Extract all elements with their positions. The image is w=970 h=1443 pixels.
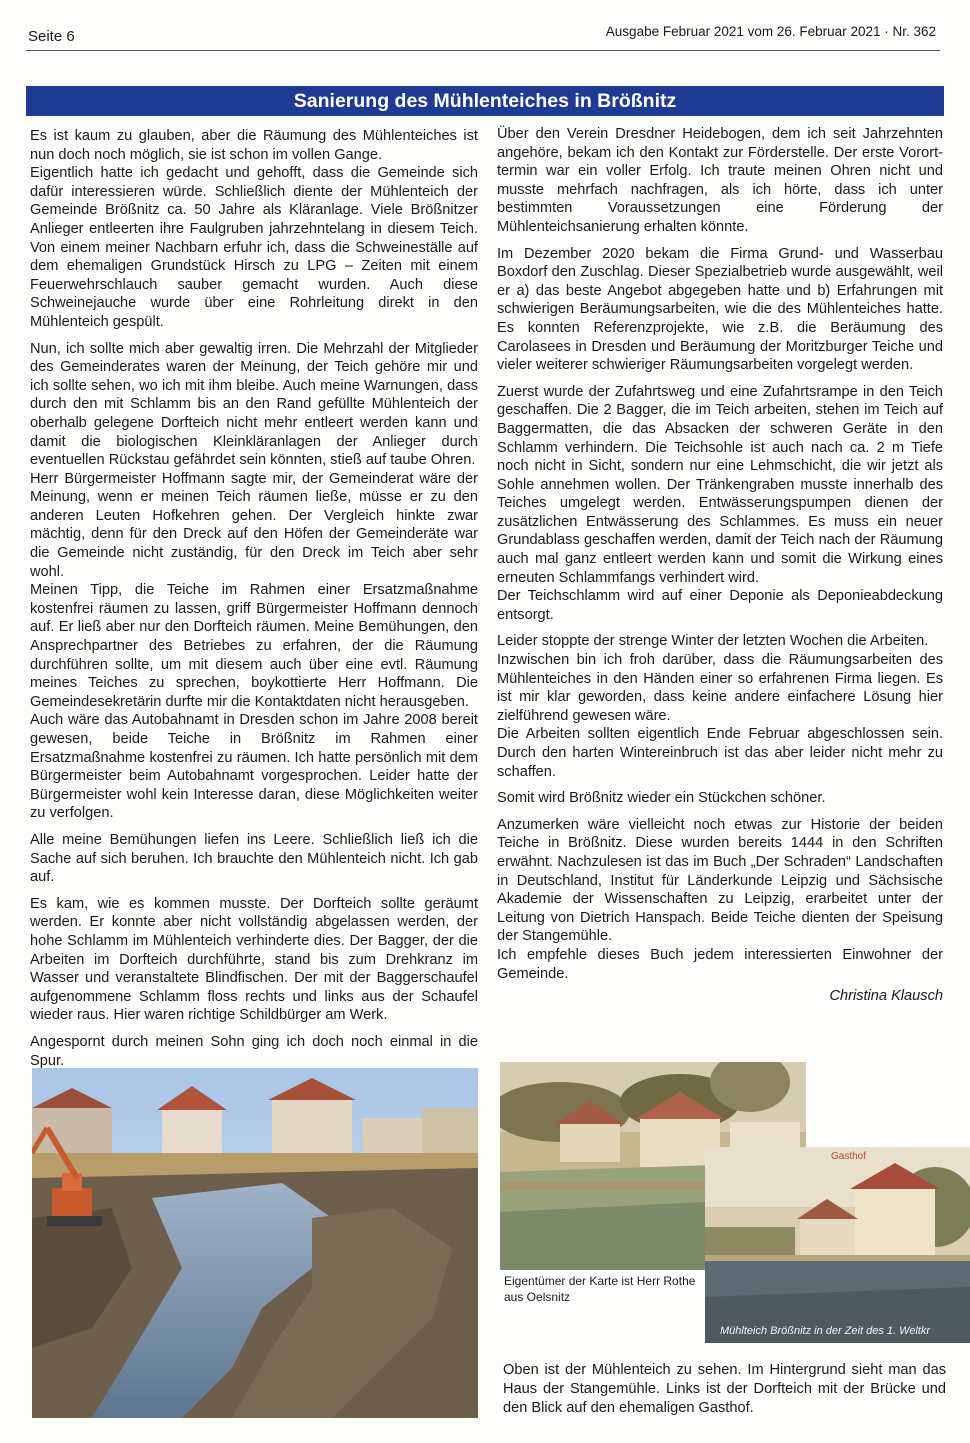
paragraph: Es kam, wie es kommen musste. Der Dorfteich sollte geräumt werden. Er konnte aber nicht vollständig abgelassen werden, der hohe Schlamm im Mühlenteich verhinderte dies. Der Bagger, der die Arbeiten im Dorfteich durchführte, stand bis zum Drehkranz im Wasser und veranstaltete Blindfischen. Der mit der Baggerschaufel aufgenommene Schlamm floss rechts und links aus der Schaufel wieder raus. Hier waren richtige Schildbürger am Werk.: [30, 895, 478, 1024]
paragraph: Die Arbeiten sollten eigentlich Ende Februar abgeschlossen sein. Durch den harten Wintereinbruch ist das aber leider nicht mehr zu schaffen.: [497, 726, 943, 780]
paragraph: Alle meine Bemühungen liefen ins Leere. Schließlich ließ ich die Sache auf sich beruhen. Ich brauchte den Mühlenteich nicht. Ich gab auf.: [30, 831, 478, 886]
paragraph: Somit wird Brößnitz wieder ein Stückchen schöner.: [497, 790, 826, 807]
paragraph: Leider stoppte der strenge Winter der letzten Wochen die Arbeiten.: [497, 633, 929, 650]
gasthof-postcard-photo: [705, 1147, 970, 1343]
paragraph: Angespornt durch meinen Sohn ging ich doch noch einmal in die Spur.: [30, 1033, 478, 1069]
left-column: [30, 127, 478, 1078]
paragraph: Auch wäre das Autobahnamt in Dresden schon im Jahre 2008 bereit gewesen, beide Teiche in Brößnitz im Rahmen einer Ersatzmaßnahme kostenfrei zu räumen. Ich hatte persönlich mit dem Bürgermeister beim Autobahnamt vorgesprochen. Leider hatte der Bürgermeister wohl kein Interesse daran, diese Möglichkeiten weiter zu verfolgen.: [30, 712, 478, 822]
issue-info: Ausgabe Februar 2021 vom 26. Februar 2021 · Nr. 362: [605, 24, 936, 39]
paragraph: Im Dezember 2020 bekam die Firma Grund- und Wasserbau Boxdorf den Zuschlag. Dieser Spezialbetrieb wurde ausgewählt, weil er a) das beste Angebot abgegeben hatte und b) Erfahrungen mit schwierigen Beräumungsarbeiten, wie die des Mühlenteiches hatte. Es konnten Referenzprojekte, wie z.B. die Beräumung des Carolasees in Dresden und Beräumung der Moritzburger Teiche und vieler weiterer schwieriger Räumungsarbeiten vorgelegt werden.: [497, 245, 943, 374]
page-number: Seite 6: [28, 28, 75, 45]
gasthof-sign-text: Gasthof: [831, 1151, 867, 1162]
paragraph: Nun, ich sollte mich aber gewaltig irren. Die Mehrzahl der Mitglieder des Gemeinderates waren der Meinung, der Teich gehöre mir und ich sollte sehen, wo ich mit ihm bleibe. Auch meine Warnungen, dass durch den mit Schlamm bis an den Rand gefüllte Mühlenteich der oberhalb gelegene Dorfteich nicht mehr entleert werden kann und damit die biologischen Kleinkläranlagen der Anlieger durch eventuellen Rückstau gefährdet sein könnten, stieß auf taube Ohren.: [30, 340, 478, 469]
paragraph: Ich empfehle dieses Buch jedem interessierten Einwohner der Gemeinde.: [497, 946, 943, 982]
paragraph: Inzwischen bin ich froh darüber, dass die Räumungsarbeiten des Mühlenteiches in den Händen einer so erfahrenen Firma liegen. Es ist mir klar geworden, dass keine andere einfachere Lösung hier zielführend gewesen wäre.: [497, 652, 943, 724]
article-title: Sanierung des Mühlenteiches in Brößnitz: [26, 86, 944, 116]
paragraph: Anzumerken wäre vielleicht noch etwas zur Historie der beiden Teiche in Brößnitz. Diese wurden bereits 1444 in den Schriften erwähnt. Nachzulesen ist das im Buch „Der Schraden“ Landschaften in Deutschland, Institut für Länderkunde Leipzig und Sächsische Akademie der Wissenschaften zu Leipzig, erarbeitet unter der Leitung von Dietrich Hanspach. Beide Teiche dienten der Speisung der Stangemühle.: [497, 816, 943, 945]
paragraph: Zuerst wurde der Zufahrtsweg und eine Zufahrtsrampe in den Teich geschaffen. Die 2 Bagger, die im Teich arbeiten, stehen im Teich auf Baggermatten, die das Absacken der schweren Geräte in den Schlamm verhindern. Die Teichsohle ist auch nach ca. 2 m Tiefe noch nicht in Sicht, sondern nur eine Lehmschicht, die wir jetzt als Sohle annehmen wollen. Der Tränkengraben musste innerhalb des Teiches umgelegt werden. Entwässerungspumpen dienen der zusätzlichen Entwässerung des Schlammes. Es muss ein neuer Grundablass geschaffen werden, damit der Teich nach der Räumung auch mal ganz entleert werden kann und somit die Wirkung eines erneuten Schlammfangs verhindert wird.: [497, 383, 943, 586]
owner-caption: Eigentümer der Karte ist Herr Rothe aus Oelsnitz: [504, 1274, 696, 1304]
author-name: Christina Klausch: [829, 988, 943, 1005]
paragraph: Meinen Tipp, die Teiche im Rahmen einer Ersatzmaßnahme kostenfrei räumen zu lassen, griff Bürgermeister Hoffmann dennoch auf. Er ließ aber nur den Dorfteich räumen. Meine Bemühungen, den Ansprechpartner des Betriebes zu erfahren, der die Räumung durchführen sollte, um mit diesem auch über eine evtl. Räumung meines Teiches zu sprechen, boykottierte Herr Hoffmann. Die Gemeindesekretärin durfte mir die Kontaktdaten nicht herausgeben.: [30, 582, 478, 710]
header-divider: [26, 50, 940, 51]
photo-caption: Oben ist der Mühlenteich zu sehen. Im Hintergrund sieht man das Haus der Stangemühle. Links ist der Dorfteich mit der Brücke und den Blick auf den ehemaligen Gasthof.: [503, 1362, 946, 1416]
paragraph: Es ist kaum zu glauben, aber die Räumung des Mühlenteiches ist nun doch noch möglich, sie ist schon im vollen Gange.: [30, 128, 478, 163]
right-column: [497, 125, 943, 1006]
paragraph: Herr Bürgermeister Hoffmann sagte mir, der Gemeinderat wäre der Meinung, wenn er meinen Teich räumen ließe, müsse er zu den anderen Leuten Hofkehren gehen. Der Vergleich hinkte zwar mächtig, denn für den Dreck auf den Höfen der Gemeinderäte war die Gemeinde nicht zuständig, für den Dreck im Teich aber sehr wohl.: [30, 470, 478, 580]
paragraph: Eigentlich hatte ich gedacht und gehofft, dass die Gemeinde sich dafür interessieren würde. Schließlich diente der Mühlenteich der Gemeinde Brößnitz ca. 50 Jahre als Kläranlage. Viele Brößnitzer Anlieger entleerten ihre Faulgruben jahrzehntelang in diesem Teich. Von einem meiner Nachbarn erfuhr ich, dass die Schweineställe auf dem ehemaligen Grundstück Hirsch zu LPG – Zeiten mit einem Feuerwehrschlauch sauber gemacht wurden. Auch diese Schweinejauche wurde über eine Rohrleitung direkt in den Mühlenteich gespült.: [30, 165, 478, 330]
postcard-caption: Mühlteich Brößnitz in der Zeit des 1. Weltkr: [720, 1325, 931, 1337]
excavator-pond-photo: [32, 1068, 478, 1418]
paragraph: Der Teichschlamm wird auf einer Deponie als Deponieabdeckung entsorgt.: [497, 588, 943, 623]
paragraph: Über den Verein Dresdner Heidebogen, dem ich seit Jahrzehnten angehöre, bekam ich den Kontakt zur Förderstelle. Der erste Vororttermin war ein voller Erfolg. Ich traute meinen Ohren nicht und musste mehrfach nachfragen, als ich hörte, dass ich unter bestimmten Voraussetzungen eine Förderung der Mühlenteichsanierung erhalten könnte.: [497, 126, 943, 235]
